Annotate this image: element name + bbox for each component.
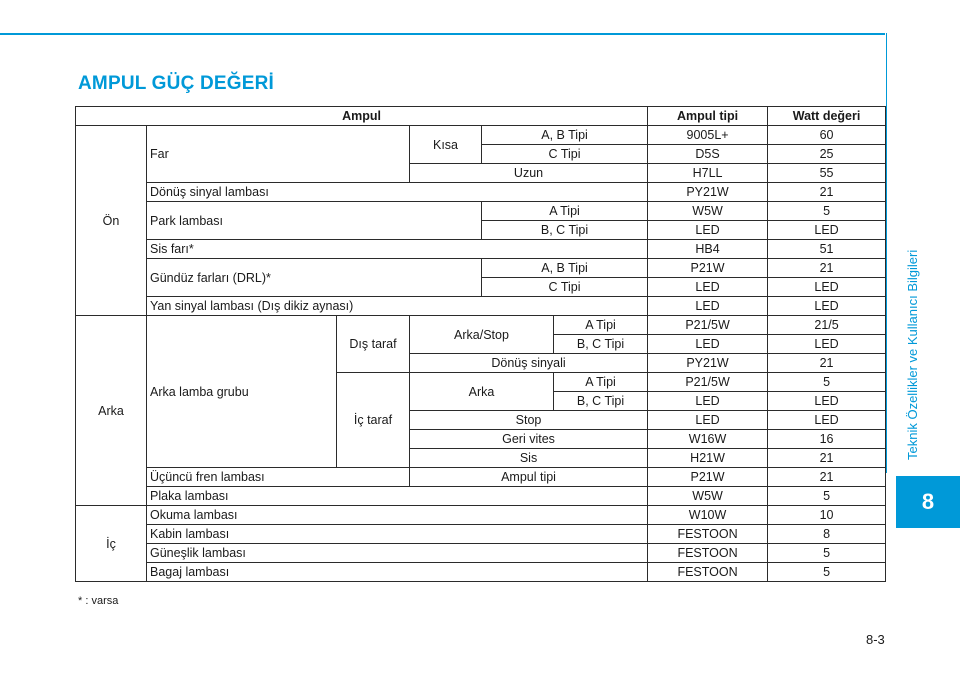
bulb-wattage-table [75,106,886,582]
cell-variant: Sis [410,449,648,468]
cell-watt: 21 [768,183,886,202]
cell-bulb-type: LED [648,411,768,430]
cell-variant: A Tipi [554,373,648,392]
cell-bulb-type: PY21W [648,354,768,373]
cell-label: Üçüncü fren lambası [147,468,410,487]
cell-bulb-type: W10W [648,506,768,525]
cell-watt: 16 [768,430,886,449]
cell-watt: 10 [768,506,886,525]
table-row [76,297,886,316]
cell-variant: B, C Tipi [554,392,648,411]
table-row [76,316,886,335]
cell-label: Gündüz farları (DRL)* [147,259,482,297]
cell-bulb-type: FESTOON [648,563,768,582]
cell-variant: A Tipi [554,316,648,335]
group-interior: İç [76,506,147,582]
table-row [76,468,886,487]
cell-watt: LED [768,297,886,316]
cell-watt: 25 [768,145,886,164]
cell-high-beam: Uzun [410,164,648,183]
cell-watt: 5 [768,563,886,582]
cell-bulb-type: LED [648,278,768,297]
cell-variant: C Tipi [482,278,648,297]
cell-bulb-type: D5S [648,145,768,164]
table-row [76,563,886,582]
cell-low-beam: Kısa [410,126,482,164]
cell-bulb-type: W16W [648,430,768,449]
footnote: * : varsa [78,595,119,607]
chapter-side-label: Teknik Özellikler ve Kullanıcı Bilgileri [905,249,920,460]
cell-watt: LED [768,221,886,240]
cell-bulb-type: H21W [648,449,768,468]
cell-bulb-type: HB4 [648,240,768,259]
cell-label: Plaka lambası [147,487,648,506]
cell-bulb-type: LED [648,297,768,316]
chapter-tab: 8 [896,476,960,528]
cell-watt: LED [768,392,886,411]
cell-watt: 55 [768,164,886,183]
cell-bulb-type: FESTOON [648,544,768,563]
cell-headlamp: Far [147,126,410,183]
cell-variant: C Tipi [482,145,648,164]
cell-inner-side: İç taraf [337,373,410,468]
table-row [76,525,886,544]
cell-watt: 5 [768,373,886,392]
cell-watt: 51 [768,240,886,259]
cell-label: Okuma lambası [147,506,648,525]
cell-bulb-type: P21/5W [648,373,768,392]
cell-tail-stop: Arka/Stop [410,316,554,354]
cell-label: Güneşlik lambası [147,544,648,563]
cell-watt: 5 [768,544,886,563]
cell-tail: Arka [410,373,554,411]
cell-variant: A, B Tipi [482,126,648,145]
cell-watt: 5 [768,487,886,506]
table-row [76,544,886,563]
cell-bulb-type: FESTOON [648,525,768,544]
cell-watt: LED [768,278,886,297]
table-row [76,240,886,259]
cell-variant: B, C Tipi [554,335,648,354]
cell-variant: Ampul tipi [410,468,648,487]
header-watt: Watt değeri [768,107,886,126]
cell-watt: 21 [768,259,886,278]
page-number: 8-3 [866,632,885,647]
header-bulb-type: Ampul tipi [648,107,768,126]
cell-bulb-type: P21W [648,259,768,278]
cell-variant: B, C Tipi [482,221,648,240]
cell-rear-combination: Arka lamba grubu [147,316,337,468]
cell-label: Dönüş sinyal lambası [147,183,648,202]
cell-watt: 21 [768,354,886,373]
cell-label: Sis farı* [147,240,648,259]
cell-outer-side: Dış taraf [337,316,410,373]
cell-variant: A Tipi [482,202,648,221]
cell-watt: 21/5 [768,316,886,335]
cell-watt: 21 [768,468,886,487]
cell-bulb-type: 9005L+ [648,126,768,145]
cell-bulb-type: PY21W [648,183,768,202]
cell-bulb-type: LED [648,335,768,354]
cell-bulb-type: LED [648,221,768,240]
table-row [76,126,886,145]
cell-watt: LED [768,335,886,354]
header-rule [0,33,885,35]
cell-bulb-type: LED [648,392,768,411]
table-row [76,506,886,525]
cell-watt: 21 [768,449,886,468]
cell-variant: Stop [410,411,648,430]
cell-bulb-type: W5W [648,487,768,506]
side-rule [886,33,887,473]
cell-bulb-type: P21W [648,468,768,487]
cell-bulb-type: P21/5W [648,316,768,335]
cell-variant: A, B Tipi [482,259,648,278]
cell-watt: 5 [768,202,886,221]
page-title: AMPUL GÜÇ DEĞERİ [78,73,275,94]
table-header-row [76,107,886,126]
cell-watt: 8 [768,525,886,544]
table-row [76,202,886,221]
group-front: Ön [76,126,147,316]
table-row [76,183,886,202]
cell-label: Bagaj lambası [147,563,648,582]
cell-variant: Dönüş sinyali [410,354,648,373]
table-row [76,259,886,278]
cell-label: Yan sinyal lambası (Dış dikiz aynası) [147,297,648,316]
cell-watt: LED [768,411,886,430]
table-row [76,487,886,506]
group-rear: Arka [76,316,147,506]
cell-bulb-type: H7LL [648,164,768,183]
cell-watt: 60 [768,126,886,145]
cell-variant: Geri vites [410,430,648,449]
header-bulb: Ampul [76,107,648,126]
cell-label: Kabin lambası [147,525,648,544]
cell-label: Park lambası [147,202,482,240]
cell-bulb-type: W5W [648,202,768,221]
